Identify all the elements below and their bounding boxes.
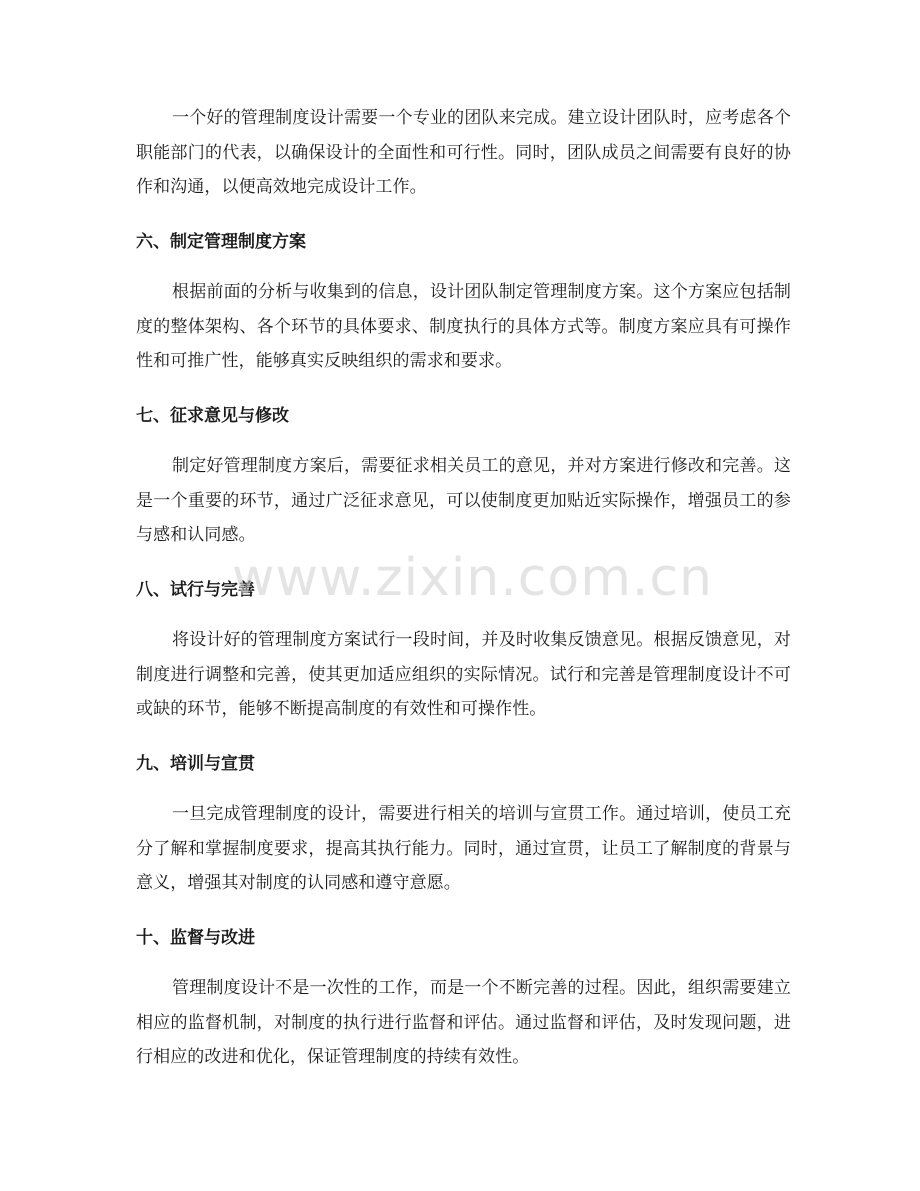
section-paragraph-9: 一旦完成管理制度的设计，需要进行相关的培训与宣贯工作。通过培训，使员工充分了解和掌握制度要求，提高其执行能力。同时，通过宣贯，让员工了解制度的背景与意义，增强其对制度的认同感和遵守意愿。 <box>136 804 791 893</box>
intro-paragraph: 一个好的管理制度设计需要一个专业的团队来完成。建立设计团队时，应考虑各个职能部门的代表，以确保设计的全面性和可行性。同时，团队成员之间需要有良好的协作和沟通，以便高效地完成设计工作。 <box>136 108 791 197</box>
watermark-text: www.zixin.com.cn <box>232 548 713 608</box>
section-paragraph-8: 将设计好的管理制度方案试行一段时间，并及时收集反馈意见。根据反馈意见，对制度进行调整和完善，使其更加适应组织的实际情况。试行和完善是管理制度设计不可或缺的环节，能够不断提高制度的有效性和可操作性。 <box>136 630 791 719</box>
section-heading-8: 八、试行与完善 <box>136 580 255 600</box>
section-paragraph-7: 制定好管理制度方案后，需要征求相关员工的意见，并对方案进行修改和完善。这是一个重要的环节，通过广泛征求意见，可以使制度更加贴近实际操作，增强员工的参与感和认同感。 <box>136 456 791 545</box>
section-heading-10: 十、监督与改进 <box>136 928 255 948</box>
section-heading-6: 六、制定管理制度方案 <box>136 232 306 252</box>
section-paragraph-6: 根据前面的分析与收集到的信息，设计团队制定管理制度方案。这个方案应包括制度的整体架构、各个环节的具体要求、制度执行的具体方式等。制度方案应具有可操作性和可推广性，能够真实反映组织的需求和要求。 <box>136 282 791 371</box>
section-heading-9: 九、培训与宣贯 <box>136 754 255 774</box>
section-heading-7: 七、征求意见与修改 <box>136 406 289 426</box>
section-paragraph-10: 管理制度设计不是一次性的工作，而是一个不断完善的过程。因此，组织需要建立相应的监督机制，对制度的执行进行监督和评估。通过监督和评估，及时发现问题，进行相应的改进和优化，保证管理制度的持续有效性。 <box>136 978 791 1067</box>
